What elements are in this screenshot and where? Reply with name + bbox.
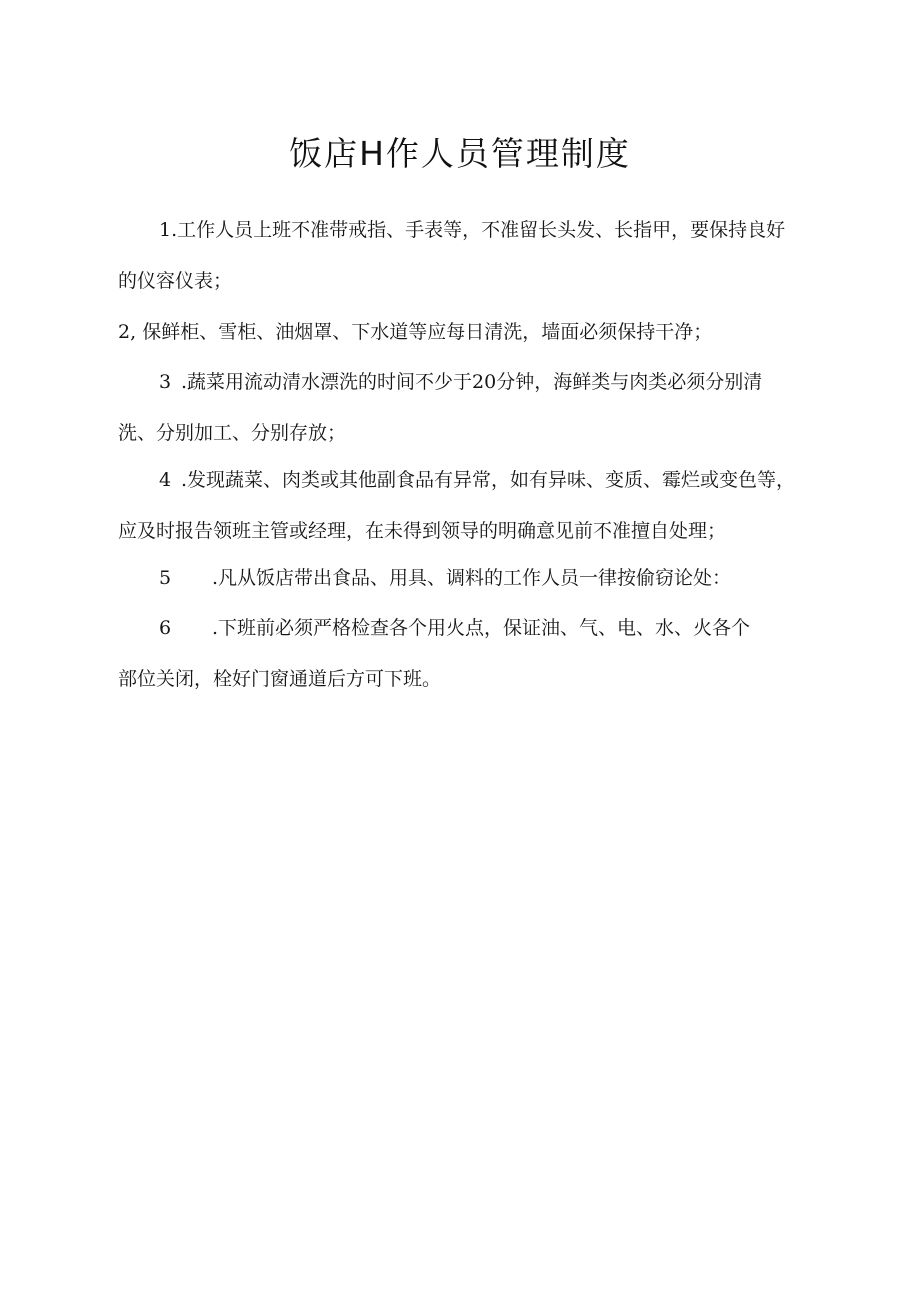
rule-number: 1. [159,219,178,241]
rule-text-continued: 的仪容仪表； [118,270,233,292]
rule-2 [118,307,818,358]
rule-text-continued: 应及时报告领班主管或经理，在未得到领导的明确意见前不准擅自处理； [118,520,727,542]
rule-number: 6 [159,617,172,639]
rule-5 [118,553,818,604]
rule-number: 4 [159,469,172,491]
rule-text: .蔬菜用流动清水漂洗的时间不少于20分钟，海鲜类与肉类必须分别清 [181,371,763,393]
rule-number: 2, [118,321,137,343]
rule-text-continued: 部位关闭，栓好门窗通道后方可下班。 [118,668,442,690]
rule-text: 保鲜柜、雪柜、油烟罩、下水道等应每日清洗，墙面必须保持干净； [142,321,713,343]
rule-number: 5 [159,567,172,589]
rule-1 [118,205,818,307]
rule-text: .下班前必须严格检查各个用火点，保证油、气、电、水、火各个 [212,617,751,639]
rule-4 [118,455,818,557]
rule-text: .发现蔬菜、肉类或其他副食品有异常，如有异味、变质、霉烂或变色等， [181,469,796,491]
rule-text: 工作人员上班不准带戒指、手表等，不准留长头发、长指甲，要保持良好 [177,219,786,241]
rule-number: 3 [159,371,172,393]
rule-text-continued: 洗、分别加工、分别存放； [118,422,347,444]
rule-text: .凡从饭店带出食品、用具、调料的工作人员一律按偷窃论处： [212,567,732,589]
document-title: 饭店H作人员管理制度 [289,134,631,173]
rule-3 [118,357,818,459]
rule-6 [118,603,818,705]
